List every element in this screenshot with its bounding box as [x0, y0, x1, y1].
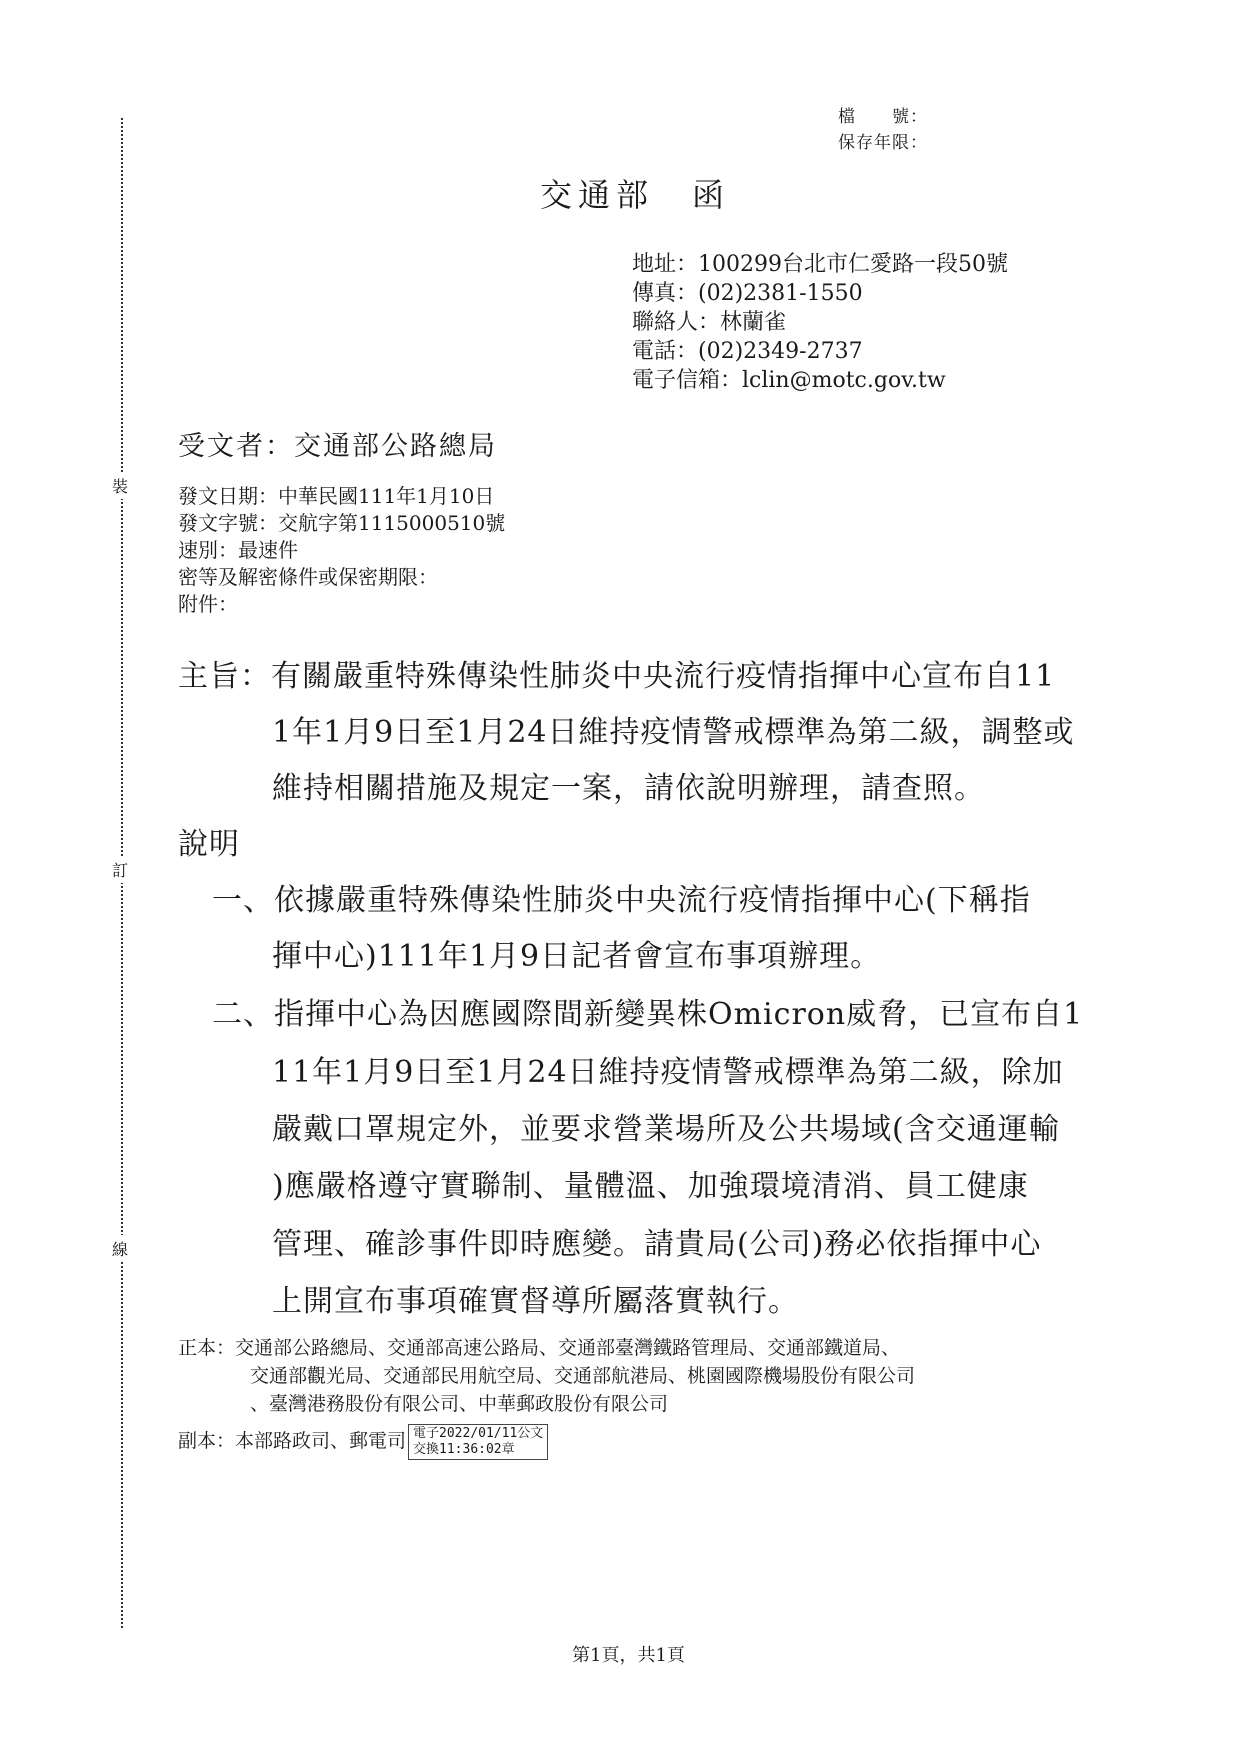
page-footer: 第1頁，共1頁	[572, 1645, 685, 1666]
binding-label-zhuang: 裝	[112, 472, 128, 499]
recipient: 受文者：交通部公路總局	[178, 431, 497, 462]
stamp-line-1: 電子2022/01/11公文	[413, 1426, 544, 1441]
issue-date: 發文日期：中華民國111年1月10日	[178, 484, 495, 508]
contact-block	[632, 250, 1008, 395]
address: 地址：100299台北市仁愛路一段50號	[632, 252, 1008, 277]
binding-label-xian: 線	[112, 1235, 128, 1262]
item-1-line-1: 一、依據嚴重特殊傳染性肺炎中央流行疫情指揮中心(下稱指	[212, 883, 1031, 918]
security-level: 密等及解密條件或保密期限：	[178, 565, 438, 589]
attachment: 附件：	[178, 592, 238, 616]
subject-line-2: 1年1月9日至1月24日維持疫情警戒標準為第二級，調整或	[272, 715, 1075, 750]
retention-period-label: 保存年限：	[838, 133, 928, 153]
item-1-line-2: 揮中心)111年1月9日記者會宣布事項辦理。	[272, 939, 882, 974]
document-title: 交通部 函	[540, 176, 731, 214]
subject-line-3: 維持相關措施及規定一案，請依說明辦理，請查照。	[272, 771, 985, 806]
contact-person: 聯絡人：林蘭雀	[632, 310, 787, 335]
item-2-line-4: )應嚴格遵守實聯制、量體溫、加強環境清消、員工健康	[272, 1169, 1029, 1204]
subject-line-1: 主旨：有關嚴重特殊傳染性肺炎中央流行疫情指揮中心宣布自11	[178, 659, 1056, 694]
document-number: 發文字號：交航字第1115000510號	[178, 511, 506, 535]
distribution-main-line-2: 交通部觀光局、交通部民用航空局、交通部航港局、桃園國際機場股份有限公司	[250, 1365, 916, 1387]
file-number-label: 檔 號：	[838, 107, 928, 127]
doc-info-block	[178, 483, 505, 618]
distribution-main-line-3: 、臺灣港務股份有限公司、中華郵政股份有限公司	[250, 1393, 669, 1415]
distribution-copy-row	[178, 1424, 548, 1460]
explanation-heading: 說明	[178, 827, 240, 862]
stamp-line-2: 交換11:36:02章	[413, 1442, 515, 1457]
binding-label-ding: 訂	[112, 856, 128, 883]
item-2-line-5: 管理、確診事件即時應變。請貴局(公司)務必依指揮中心	[272, 1227, 1042, 1262]
distribution-copy: 副本：本部路政司、郵電司	[178, 1430, 407, 1452]
distribution-main-line-1: 正本：交通部公路總局、交通部高速公路局、交通部臺灣鐵路管理局、交通部鐵道局、	[178, 1337, 901, 1359]
item-2-line-1: 二、指揮中心為因應國際間新變異株Omicron威脅，已宣布自1	[212, 997, 1084, 1032]
speed-class: 速別：最速件	[178, 538, 298, 562]
email: 電子信箱：lclin@motc.gov.tw	[632, 368, 946, 393]
electronic-exchange-stamp	[408, 1424, 548, 1460]
item-2-line-2: 11年1月9日至1月24日維持疫情警戒標準為第二級，除加	[272, 1055, 1064, 1090]
phone: 電話：(02)2349-2737	[632, 339, 863, 364]
item-2-line-6: 上開宣布事項確實督導所屬落實執行。	[272, 1284, 799, 1319]
item-2-line-3: 嚴戴口罩規定外，並要求營業場所及公共場域(含交通運輸	[272, 1112, 1060, 1147]
fax: 傳真：(02)2381-1550	[632, 281, 863, 306]
